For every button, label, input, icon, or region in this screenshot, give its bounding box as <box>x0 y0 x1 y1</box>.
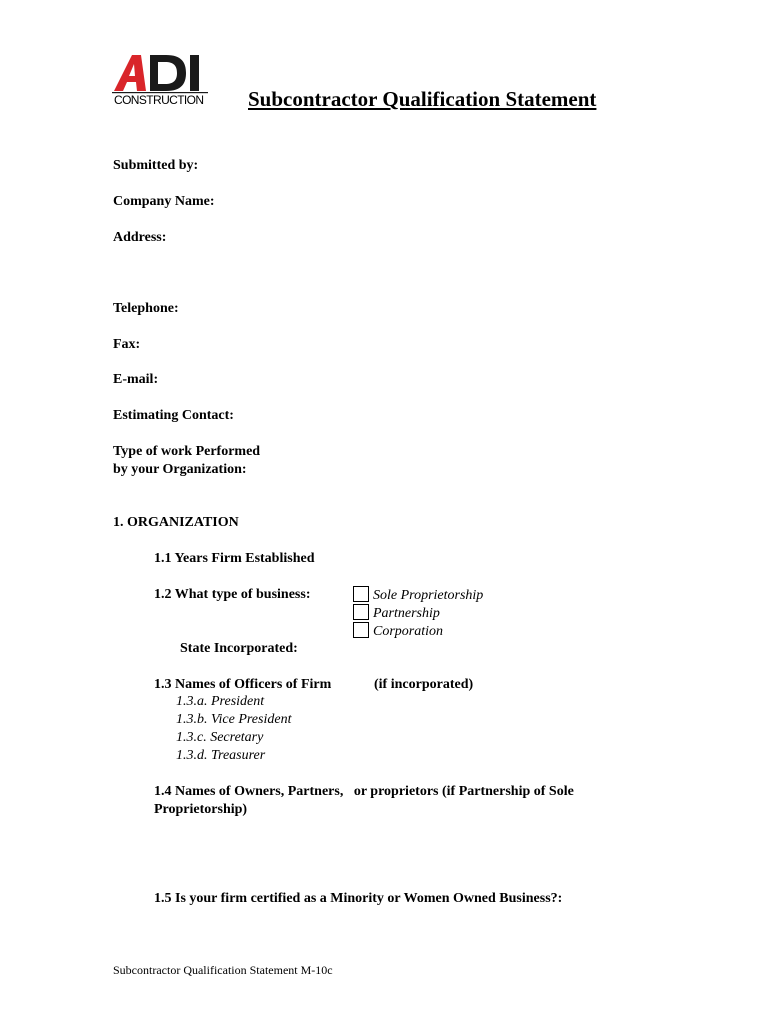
sole-proprietorship-checkbox[interactable] <box>353 586 369 602</box>
officers-note: (if incorporated) <box>374 677 474 692</box>
type-of-work-label-line1: Type of work Performed <box>113 444 261 459</box>
owners-label-line1: 1.4 Names of Owners, Partners, or proprietors (if Partnership of Sole <box>154 784 574 799</box>
submitted-by-label: Submitted by: <box>113 158 199 173</box>
partnership-label: Partnership <box>373 606 440 621</box>
estimating-contact-label: Estimating Contact: <box>113 408 234 423</box>
logo-construction-text: CONSTRUCTION <box>114 93 204 107</box>
page-footer: Subcontractor Qualification Statement M-10c <box>113 963 333 977</box>
document-title: Subcontractor Qualification Statement <box>248 87 597 111</box>
corporation-label: Corporation <box>373 624 444 639</box>
address-label: Address: <box>113 230 167 245</box>
sole-proprietorship-label: Sole Proprietorship <box>373 588 484 603</box>
company-name-label: Company Name: <box>113 194 215 209</box>
owners-label-line2: Proprietorship) <box>154 802 248 817</box>
officer-treasurer: 1.3.d. Treasurer <box>176 748 266 763</box>
business-type-option-partnership[interactable] <box>353 604 440 623</box>
years-established-label: 1.1 Years Firm Established <box>154 551 315 566</box>
type-of-work-label-line2: by your Organization: <box>113 462 247 477</box>
officer-president: 1.3.a. President <box>176 694 265 709</box>
fax-label: Fax: <box>113 337 141 352</box>
organization-heading: 1. ORGANIZATION <box>113 515 239 530</box>
officers-label: 1.3 Names of Officers of Firm <box>154 677 332 692</box>
telephone-label: Telephone: <box>113 301 179 316</box>
partnership-checkbox[interactable] <box>353 604 369 620</box>
business-type-option-corporation[interactable] <box>353 622 443 641</box>
business-type-label: 1.2 What type of business: <box>154 587 311 602</box>
business-type-option-sole[interactable] <box>353 586 483 605</box>
corporation-checkbox[interactable] <box>353 622 369 638</box>
officer-vice-president: 1.3.b. Vice President <box>176 712 292 727</box>
officer-secretary: 1.3.c. Secretary <box>176 730 264 745</box>
minority-question: 1.5 Is your firm certified as a Minority or Women Owned Business?: <box>154 891 563 906</box>
email-label: E-mail: <box>113 372 159 387</box>
state-incorporated-label: State Incorporated: <box>180 641 298 656</box>
